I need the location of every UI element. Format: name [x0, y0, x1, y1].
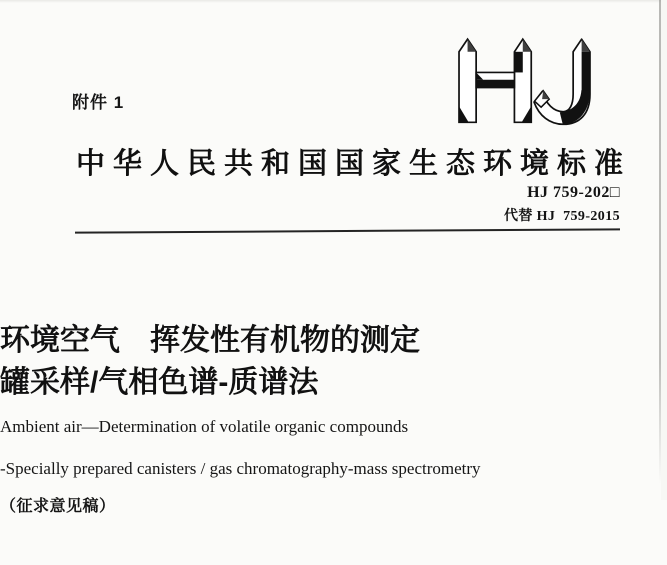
page-edge-line: [659, 0, 661, 484]
scan-top-edge: [0, 0, 667, 3]
standard-org-title: 中华人民共和国国家生态环境标准: [76, 148, 632, 180]
header-divider: [75, 228, 620, 234]
title-en-line2: -Specially prepared canisters / gas chromatography-mass spectrometry: [0, 459, 481, 478]
replaces-line: 代替 HJ 759-2015: [503, 209, 620, 224]
title-cn-line2: 罐采样/气相色谱-质谱法: [0, 366, 319, 399]
draft-note: （征求意见稿）: [0, 498, 116, 515]
title-cn-line1: 环境空气 挥发性有机物的测定: [0, 324, 420, 357]
title-en-line1: Ambient air—Determination of volatile organic compounds: [0, 417, 409, 436]
standard-number: HJ 759-202□: [527, 184, 620, 201]
hj-logo-icon: [457, 35, 593, 126]
scan-right-margin: [661, 0, 667, 500]
standard-number-block: [340, 184, 620, 225]
attachment-label: 附件 1: [72, 93, 125, 112]
